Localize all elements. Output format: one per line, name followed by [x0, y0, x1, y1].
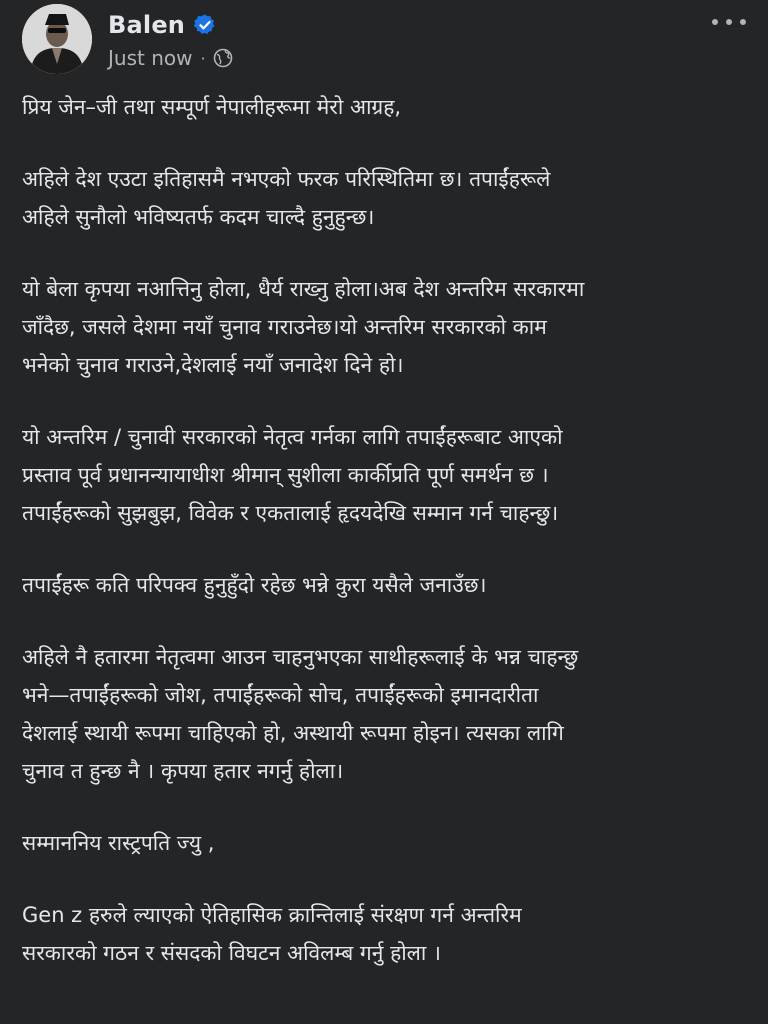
post-paragraph	[22, 638, 752, 790]
more-options-icon	[712, 19, 718, 25]
post-paragraph	[22, 160, 752, 236]
post-paragraph	[22, 270, 752, 384]
post-line: जाँदैछ, जसले देशमा नयाँ चुनाव गराउनेछ।यो अन्तरिम सरकारको काम	[22, 315, 547, 339]
more-options-dot	[740, 19, 746, 25]
post-timestamp[interactable]: Just now	[108, 46, 193, 70]
post-line: यो बेला कृपया नआत्तिनु होला, धैर्य राख्नु होला।अब देश अन्तरिम सरकारमा	[22, 277, 585, 301]
verified-badge-icon	[193, 13, 217, 37]
post-paragraph	[22, 896, 752, 972]
post-line: अहिले सुनौलो भविष्यतर्फ कदम चाल्दै हुनुहुन्छ।	[22, 205, 375, 229]
post-line: Gen z हरुले ल्याएको ऐतिहासिक क्रान्तिलाई संरक्षण गर्न अन्तरिम	[22, 903, 522, 927]
post-line: देशलाई स्थायी रूपमा चाहिएको हो, अस्थायी रूपमा होइन। त्यसका लागि	[22, 721, 564, 745]
post-line: भनेको चुनाव गराउने,देशलाई नयाँ जनादेश दिने हो।	[22, 353, 404, 377]
post-line: प्रिय जेन–जी तथा सम्पूर्ण नेपालीहरूमा मेरो आग्रह,	[22, 95, 402, 119]
author-name-row	[108, 8, 217, 42]
meta-separator: ·	[200, 48, 206, 68]
avatar-image	[22, 4, 92, 74]
more-options-dot	[726, 19, 732, 25]
post-line: यो अन्तरिम / चुनावी सरकारको नेतृत्व गर्नका लागि तपाईंहरूबाट आएको	[22, 425, 563, 449]
post-meta	[108, 44, 233, 72]
post-line: चुनाव त हुन्छ नै । कृपया हतार नगर्नु होला।	[22, 759, 344, 783]
post-header	[0, 0, 768, 90]
post-paragraph	[22, 418, 752, 532]
post-line: भने—तपाईंहरूको जोश, तपाईंहरूको सोच, तपाईंहरूको इमानदारीता	[22, 683, 539, 707]
post-line: तपाईंहरू कति परिपक्व हुनुहुँदो रहेछ भन्ने कुरा यसैले जनाउँछ।	[22, 573, 487, 597]
post-line: अहिले नै हतारमा नेतृत्वमा आउन चाहनुभएका साथीहरूलाई के भन्न चाहन्छु	[22, 645, 579, 669]
post-line: सम्माननिय रास्ट्रपति ज्यु ,	[22, 831, 215, 855]
post-line: अहिले देश एउटा इतिहासमै नभएको फरक परिस्थितिमा छ। तपाईंहरूले	[22, 167, 551, 191]
post-paragraph	[22, 824, 752, 862]
post-line: सरकारको गठन र संसदको विघटन अविलम्ब गर्नु होला ।	[22, 941, 441, 965]
post-line: तपाईंहरूको सुझबुझ, विवेक र एकतालाई हृदयदेखि सम्मान गर्न चाहन्छु।	[22, 501, 559, 525]
post-paragraph	[22, 88, 752, 126]
post-paragraph	[22, 566, 752, 604]
more-options-button[interactable]	[712, 12, 746, 32]
post-text	[22, 88, 752, 1006]
author-avatar[interactable]	[22, 4, 92, 74]
globe-icon	[213, 48, 233, 68]
post-line: प्रस्ताव पूर्व प्रधानन्यायाधीश श्रीमान् सुशीला कार्कीप्रति पूर्ण समर्थन छ ।	[22, 463, 549, 487]
author-name[interactable]: Balen	[108, 11, 186, 39]
